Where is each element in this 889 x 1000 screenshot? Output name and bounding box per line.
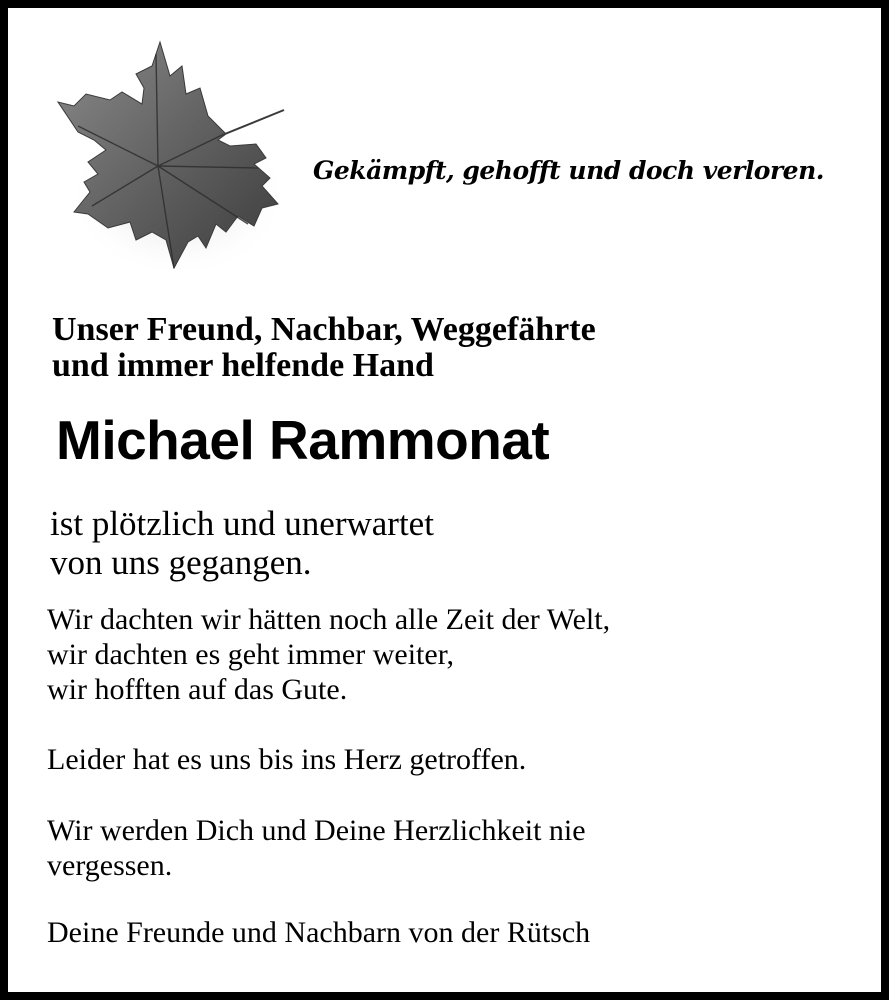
signature-line: Deine Freunde und Nachbarn von der Rütsch [47,916,591,949]
intro-text [52,312,596,384]
remembrance-paragraph [47,813,586,883]
poem-line: wir dachten es geht immer weiter, [47,638,454,671]
lead-line: von uns gegangen. [50,543,312,582]
remembrance-line: vergessen. [47,849,173,882]
lead-line: ist plötzlich und unerwartet [50,504,434,543]
intro-line: und immer helfende Hand [52,347,434,384]
poem-line: Wir dachten wir hätten noch alle Zeit der Welt, [47,603,611,636]
motto-text: Gekämpft, gehofft und doch verloren. [313,156,824,185]
lead-text [50,504,434,582]
signature-text [47,915,590,950]
intro-line: Unser Freund, Nachbar, Weggefährte [52,311,596,348]
sorrow-line: Leider hat es uns bis ins Herz getroffen. [47,743,527,776]
remembrance-line: Wir werden Dich und Deine Herzlichkeit nie [47,814,586,847]
poem-line: wir hofften auf das Gute. [47,673,348,706]
maple-leaf-icon [48,36,298,286]
poem-paragraph [47,602,610,707]
deceased-name: Michael Rammonat [56,409,550,471]
sorrow-paragraph [47,742,526,777]
